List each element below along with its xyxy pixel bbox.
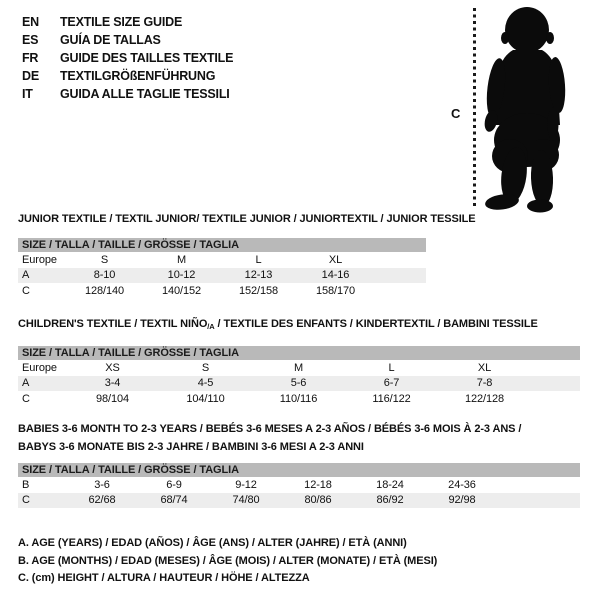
table-row (18, 376, 580, 392)
row-label: A (18, 376, 66, 392)
cell: 92/98 (426, 493, 498, 509)
childrens-section-title (18, 317, 580, 334)
spacer-cell (498, 493, 580, 509)
cell: 24-36 (448, 478, 476, 491)
height-line-label: C (451, 106, 461, 121)
spacer-cell (498, 477, 580, 493)
table-row (18, 493, 580, 509)
size-header-row (18, 463, 580, 477)
lang-code: FR (22, 51, 39, 65)
lang-code: ES (22, 33, 39, 47)
row-label: A (18, 268, 66, 284)
lang-row-de (22, 67, 233, 85)
babies-textile-section (18, 422, 580, 508)
cell: 6-9 (166, 478, 182, 491)
cell: 9-12 (235, 478, 257, 491)
cell: M (293, 361, 304, 374)
cell: 4-5 (159, 376, 252, 392)
height-dotted-line (473, 8, 476, 207)
spacer-cell (374, 283, 426, 299)
table-row (18, 252, 426, 268)
cell: 12-18 (304, 478, 332, 491)
title-part: CHILDREN'S TEXTILE / TEXTIL NIÑO (18, 318, 208, 330)
junior-size-table (18, 238, 426, 299)
cell: XS (105, 361, 120, 374)
cell: 104/110 (186, 392, 225, 405)
lang-label: GUÍA DE TALLAS (60, 33, 161, 47)
table-row (18, 283, 426, 299)
footnote-c: C. (cm) HEIGHT / ALTURA / HAUTEUR / HÖHE / ALTEZZA (18, 572, 310, 584)
table-row (18, 477, 580, 493)
childrens-size-table (18, 346, 580, 407)
cell: 158/170 (315, 284, 356, 297)
cell: 14-16 (297, 268, 374, 284)
cell: 74/80 (210, 493, 282, 509)
cell: 8-10 (66, 268, 143, 284)
cell: S (201, 361, 210, 374)
language-title-block (22, 13, 233, 103)
spacer-cell (531, 376, 580, 392)
cell: 68/74 (138, 493, 210, 509)
cell: 116/122 (372, 392, 411, 405)
lang-row-it (22, 85, 233, 103)
size-header-label: SIZE / TALLA / TAILLE / GRÖSSE / TAGLIA (18, 463, 580, 477)
cell: 3-6 (94, 478, 110, 491)
cell: 7-8 (438, 376, 531, 392)
cell: 122/128 (464, 392, 505, 405)
size-header-row (18, 346, 580, 360)
cell: 86/92 (354, 493, 426, 509)
cell: 12-13 (220, 268, 297, 284)
spacer-cell (531, 360, 580, 376)
junior-textile-section (18, 212, 476, 299)
cell: L (388, 361, 395, 374)
spacer-cell (531, 391, 580, 407)
babies-section-title-line1: BABIES 3-6 MONTH TO 2-3 YEARS / BEBÉS 3-6 MESES A 2-3 AÑOS / BÉBÉS 3-6 MOIS À 2-3 ANS / (18, 423, 522, 435)
row-label: C (22, 284, 30, 297)
cell: M (176, 253, 187, 266)
spacer-cell (374, 268, 426, 284)
cell: L (255, 253, 262, 266)
cell: 5-6 (252, 376, 345, 392)
lang-code: IT (22, 87, 33, 101)
table-row (18, 360, 580, 376)
lang-row-es (22, 31, 233, 49)
title-part: / TEXTILE DES ENFANTS / KINDERTEXTIL / BAMBINI TESSILE (214, 318, 538, 330)
row-label: Europe (22, 253, 57, 266)
row-label: C (22, 392, 30, 405)
cell: 110/116 (279, 392, 318, 405)
row-label: B (22, 478, 30, 491)
cell: S (100, 253, 109, 266)
footnote-b: B. AGE (MONTHS) / EDAD (MESES) / ÂGE (MOIS) / ALTER (MONATE) / ETÀ (MESI) (18, 554, 438, 567)
cell: 18-24 (376, 478, 404, 491)
babies-section-title-line2: BABYS 3-6 MONATE BIS 2-3 JAHRE / BAMBINI 3-6 MESI A 2-3 ANNI (18, 441, 364, 453)
lang-label: TEXTILGRÖßENFÜHRUNG (60, 69, 216, 83)
junior-section-title: JUNIOR TEXTILE / TEXTIL JUNIOR/ TEXTILE JUNIOR / JUNIORTEXTIL / JUNIOR TESSILE (18, 213, 476, 225)
title-subscript: /A (207, 322, 215, 331)
cell: 152/158 (238, 284, 279, 297)
lang-label: GUIDE DES TAILLES TEXTILE (60, 51, 234, 65)
childrens-textile-section (18, 317, 580, 407)
lang-code: EN (22, 15, 39, 29)
cell: 128/140 (84, 284, 125, 297)
cell: 140/152 (161, 284, 202, 297)
lang-row-en (22, 13, 233, 31)
table-row (18, 268, 426, 284)
babies-size-table (18, 463, 580, 508)
row-label: Europe (22, 361, 57, 374)
table-row (18, 391, 580, 407)
cell: 98/104 (95, 392, 130, 405)
cell: 10-12 (143, 268, 220, 284)
footnotes-block (18, 535, 437, 588)
lang-row-fr (22, 49, 233, 67)
size-header-label: SIZE / TALLA / TAILLE / GRÖSSE / TAGLIA (18, 346, 580, 360)
size-header-label: SIZE / TALLA / TAILLE / GRÖSSE / TAGLIA (18, 238, 426, 252)
size-header-row (18, 238, 426, 252)
lang-code: DE (22, 69, 39, 83)
cell: 3-4 (66, 376, 159, 392)
cell: 6-7 (345, 376, 438, 392)
cell: 80/86 (282, 493, 354, 509)
cell: XL (477, 361, 492, 374)
toddler-silhouette-icon (480, 0, 585, 215)
cell: 62/68 (66, 493, 138, 509)
lang-label: TEXTILE SIZE GUIDE (60, 15, 183, 29)
cell: XL (328, 253, 343, 266)
spacer-cell (374, 252, 426, 268)
lang-label: GUIDA ALLE TAGLIE TESSILI (60, 87, 230, 101)
row-label: C (18, 493, 66, 509)
footnote-a: A. AGE (YEARS) / EDAD (AÑOS) / ÂGE (ANS) / ALTER (JAHRE) / ETÀ (ANNI) (18, 537, 407, 549)
